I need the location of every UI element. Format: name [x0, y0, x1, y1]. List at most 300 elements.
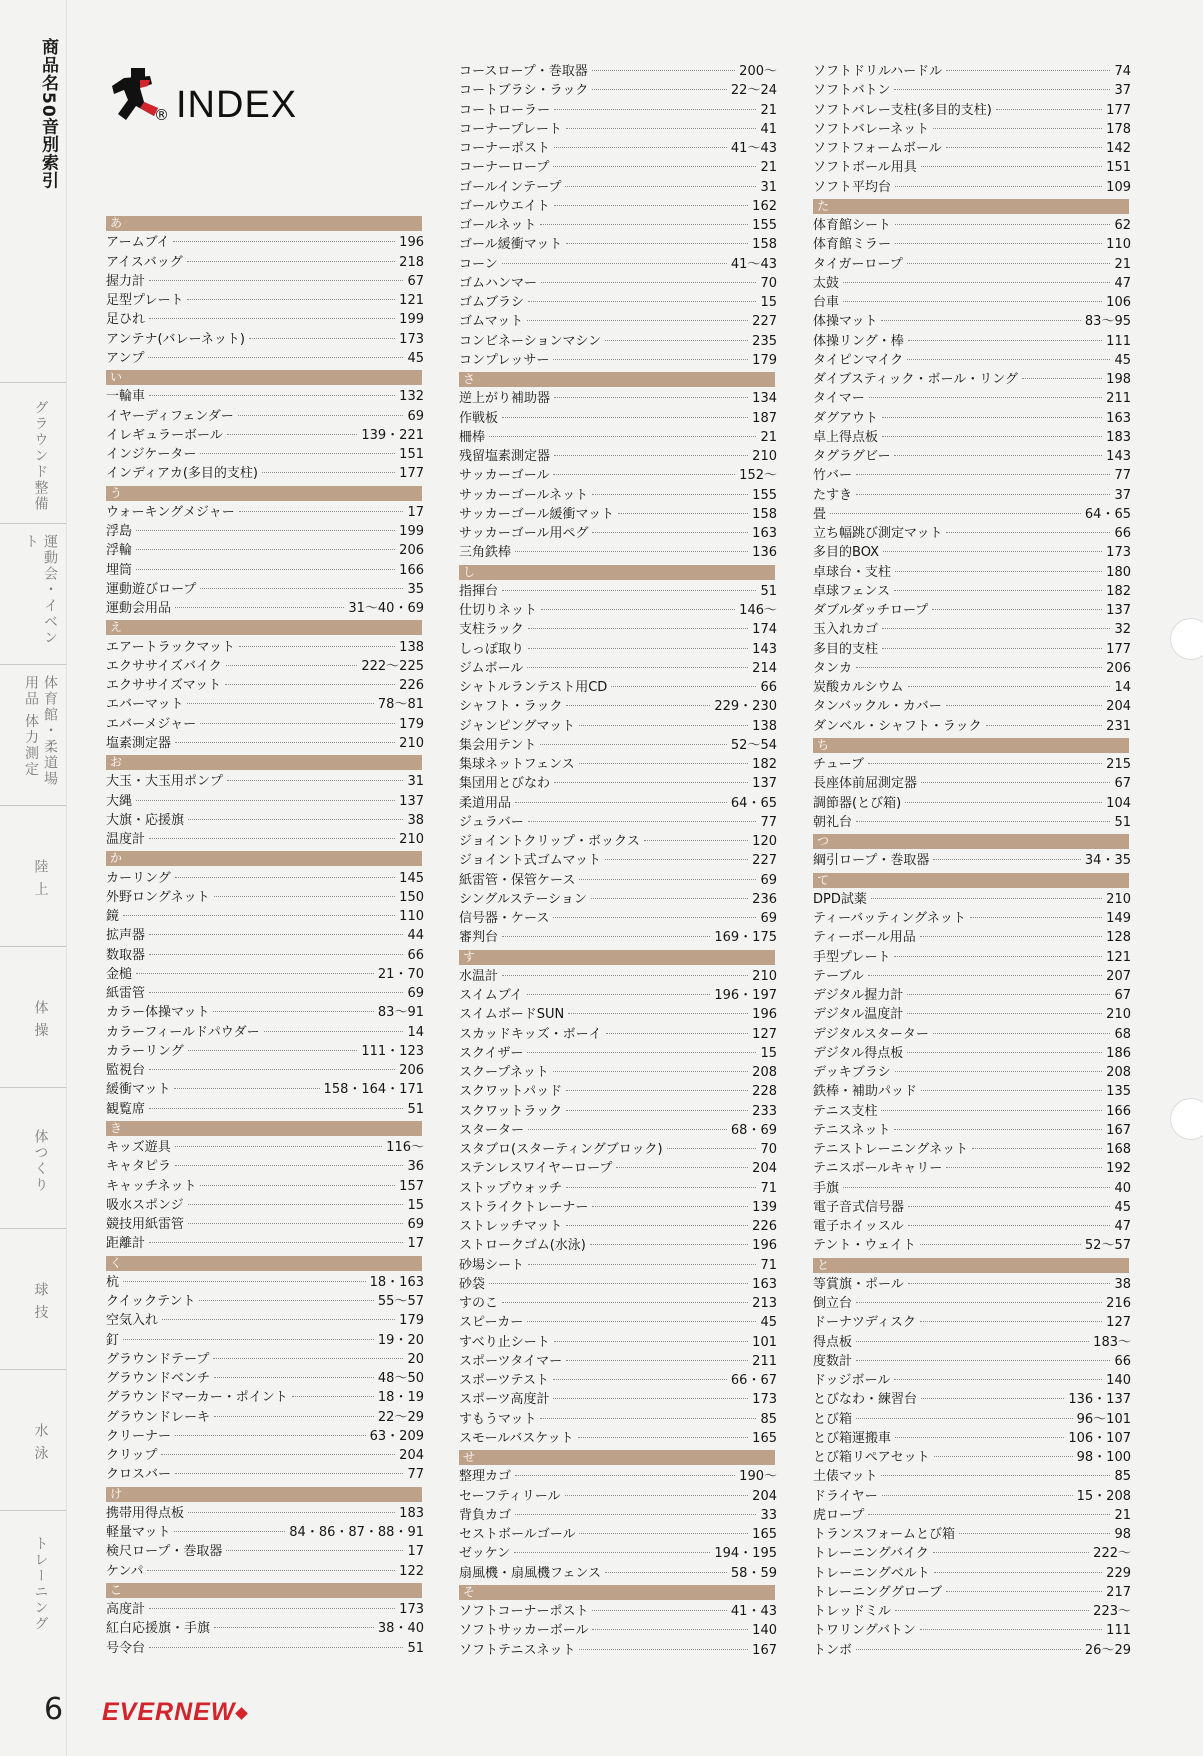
index-entry: [106, 1273, 424, 1292]
entry-page: 169・175: [714, 930, 777, 945]
index-entry: [813, 543, 1131, 562]
entry-name: テーブル: [813, 969, 864, 984]
entry-name: デジタルスターター: [813, 1027, 929, 1042]
dot-leader: [920, 1244, 1081, 1245]
dot-leader: [920, 1629, 1102, 1630]
index-entry: [813, 909, 1131, 928]
dot-leader: [843, 282, 1110, 283]
category-tab[interactable]: [0, 1369, 66, 1511]
dot-leader: [200, 1185, 395, 1186]
entry-page: 52～57: [1084, 1238, 1131, 1253]
entry-page: 127: [1106, 1315, 1131, 1330]
entry-page: 229・230: [714, 699, 777, 714]
dot-leader: [175, 1473, 403, 1474]
entry-page: 163: [752, 526, 777, 541]
category-tab[interactable]: [0, 1510, 66, 1652]
entry-name: 集球ネットフェンス: [459, 757, 575, 772]
entry-name: 手型プレート: [813, 950, 891, 965]
entry-name: シャトルランテスト用CD: [459, 680, 608, 695]
entry-name: エアートラックマット: [106, 640, 235, 655]
dot-leader: [856, 1360, 1110, 1361]
index-entry: [106, 1292, 424, 1311]
entry-page: 121: [399, 293, 424, 308]
dot-leader: [946, 1591, 1102, 1592]
entry-page: 14: [407, 1025, 424, 1040]
index-entry: [459, 659, 777, 678]
index-entry: [106, 1639, 424, 1658]
entry-page: 166: [399, 563, 424, 578]
index-entry: [813, 1198, 1131, 1217]
dot-leader: [554, 455, 748, 456]
entry-name: キャッチネット: [106, 1179, 197, 1194]
category-tab[interactable]: [0, 523, 66, 665]
index-entry: [813, 62, 1131, 81]
index-entry: [813, 697, 1131, 716]
entry-name: 背負カゴ: [459, 1508, 512, 1523]
entry-name: 体操マット: [813, 314, 878, 329]
kana-section-header: き: [106, 1121, 422, 1136]
dot-leader: [894, 590, 1102, 591]
entry-page: 179: [752, 353, 777, 368]
dot-leader: [226, 1550, 403, 1551]
dot-leader: [136, 549, 395, 550]
entry-name: エバーメジャー: [106, 717, 197, 732]
dot-leader: [908, 1225, 1111, 1226]
entry-page: 150: [399, 890, 424, 905]
index-entry: [106, 310, 424, 329]
entry-name: エクササイズマット: [106, 678, 222, 693]
dot-leader: [528, 648, 748, 649]
entry-page: 135: [1106, 1084, 1131, 1099]
entry-page: 210: [1106, 1007, 1131, 1022]
entry-page: 66: [760, 680, 777, 695]
entry-name: 競技用紙雷管: [106, 1217, 185, 1232]
entry-name: 審判台: [459, 930, 499, 945]
category-tab[interactable]: [0, 805, 66, 947]
entry-name: コンプレッサー: [459, 353, 550, 368]
entry-page: 67: [1114, 776, 1131, 791]
dot-leader: [553, 474, 735, 475]
entry-page: 199: [399, 524, 424, 539]
dot-leader: [856, 474, 1110, 475]
entry-page: 45: [407, 351, 424, 366]
dot-leader: [553, 1379, 727, 1380]
dot-leader: [894, 455, 1102, 456]
entry-page: 177: [1106, 103, 1131, 118]
entry-name: グラウンドレーキ: [106, 1410, 211, 1425]
entry-name: イレギュラーボール: [106, 428, 223, 443]
entry-page: 33: [760, 1508, 777, 1523]
dot-leader: [528, 301, 756, 302]
entry-page: 109: [1106, 180, 1131, 195]
dot-leader: [213, 1011, 373, 1012]
dot-leader: [199, 1300, 373, 1301]
index-entry: [459, 1005, 777, 1024]
entry-name: デッキブラシ: [813, 1065, 891, 1080]
entry-name: 三角鉄棒: [459, 545, 512, 560]
entry-name: すもうマット: [459, 1412, 537, 1427]
category-tab[interactable]: [0, 382, 66, 524]
index-entry: [459, 62, 777, 81]
entry-page: 165: [752, 1527, 777, 1542]
index-entry: [106, 1331, 424, 1350]
index-entry: [813, 563, 1131, 582]
dot-leader: [149, 954, 403, 955]
index-entry: [813, 428, 1131, 447]
dot-leader: [200, 723, 395, 724]
index-entry: [813, 1487, 1131, 1506]
entry-page: 217: [1106, 1585, 1131, 1600]
index-entry: [459, 255, 777, 274]
index-entry: [106, 349, 424, 368]
entry-page: 69: [407, 986, 424, 1001]
entry-page: 206: [1106, 661, 1131, 676]
entry-page: 22～24: [730, 83, 777, 98]
entry-name: ゴール緩衝マット: [459, 237, 563, 252]
entry-name: 塩素測定器: [106, 736, 172, 751]
dot-leader: [565, 186, 756, 187]
index-entry: [813, 601, 1131, 620]
entry-name: 検尺ロープ・巻取器: [106, 1544, 223, 1559]
index-entry: [459, 1179, 777, 1198]
dot-leader: [292, 1396, 374, 1397]
index-entry: [459, 1275, 777, 1294]
dot-leader: [830, 513, 1081, 514]
index-entry: [106, 1196, 424, 1215]
dot-leader: [932, 609, 1102, 610]
dot-leader: [946, 147, 1102, 148]
index-entry: [106, 984, 424, 1003]
index-entry: [459, 1352, 777, 1371]
index-entry: [813, 524, 1131, 543]
entry-page: 137: [399, 794, 424, 809]
category-tab[interactable]: [0, 1228, 66, 1370]
entry-name: コーン: [459, 257, 498, 272]
dot-leader: [920, 1321, 1102, 1322]
dot-leader: [554, 147, 727, 148]
entry-page: 183: [1106, 430, 1131, 445]
dot-leader: [249, 338, 395, 339]
entry-name: 拡声器: [106, 928, 146, 943]
dot-leader: [528, 1129, 727, 1130]
entry-page: 106: [1106, 295, 1131, 310]
entry-page: 137: [1106, 603, 1131, 618]
entry-page: 21: [760, 160, 777, 175]
entry-name: セストボールゴール: [459, 1527, 576, 1542]
entry-page: 134: [752, 391, 777, 406]
entry-name: 運動遊びロープ: [106, 582, 197, 597]
index-entry: [459, 620, 777, 639]
entry-name: 大玉・大玉用ポンプ: [106, 774, 224, 789]
entry-page: 200～: [739, 64, 777, 79]
dot-leader: [149, 318, 395, 319]
entry-name: サッカーゴール緩衝マット: [459, 507, 614, 522]
entry-name: 柔道用品: [459, 796, 512, 811]
kana-section-header: さ: [459, 372, 775, 387]
dot-leader: [136, 530, 395, 531]
dot-leader: [895, 1071, 1102, 1072]
entry-page: 151: [399, 447, 424, 462]
kana-section-header: う: [106, 486, 422, 501]
index-entry: [459, 928, 777, 947]
dot-leader: [149, 280, 403, 281]
dot-leader: [605, 859, 748, 860]
entry-name: ダグアウト: [813, 411, 879, 426]
entry-name: スクワットラック: [459, 1104, 563, 1119]
entry-page: 158: [752, 237, 777, 252]
entry-name: 集団用とびなわ: [459, 776, 551, 791]
category-tab-label: 体つくり: [32, 1128, 49, 1193]
entry-name: 太鼓: [813, 276, 840, 291]
dot-leader: [882, 1495, 1073, 1496]
dot-leader: [856, 821, 1110, 822]
index-entry: [813, 620, 1131, 639]
index-entry: [106, 926, 424, 945]
entry-name: エクササイズバイク: [106, 659, 222, 674]
index-entry: [106, 1619, 424, 1638]
entry-page: 128: [1106, 930, 1131, 945]
index-entry: [813, 409, 1131, 428]
entry-page: 71: [760, 1181, 777, 1196]
index-entry: [813, 1044, 1131, 1063]
entry-page: 111: [1106, 1623, 1131, 1638]
index-entry: [459, 1140, 777, 1159]
entry-page: 143: [752, 642, 777, 657]
index-entry: [106, 657, 424, 676]
index-title: INDEX: [176, 84, 298, 126]
entry-page: 218: [399, 255, 424, 270]
entry-name: ストロークゴム(水泳): [459, 1238, 586, 1253]
kana-section-header: せ: [459, 1450, 775, 1465]
index-entry: [459, 1198, 777, 1217]
dot-leader: [187, 261, 395, 262]
entry-page: 37: [1114, 83, 1131, 98]
index-entry: [813, 1583, 1131, 1602]
dot-leader: [907, 994, 1110, 995]
dot-leader: [502, 263, 727, 264]
index-entry: [459, 967, 777, 986]
entry-name: タイマー: [813, 391, 865, 406]
entry-name: ソフトテニスネット: [459, 1643, 576, 1658]
entry-page: 38: [1114, 1277, 1131, 1292]
entry-page: 17: [407, 1236, 424, 1251]
entry-page: 41: [760, 122, 777, 137]
entry-name: 多目的BOX: [813, 545, 879, 560]
index-entry: [813, 1352, 1131, 1371]
index-entry: [459, 1333, 777, 1352]
entry-name: 畳: [813, 507, 827, 522]
entry-name: アンプ: [106, 351, 145, 366]
entry-name: 長座体前屈測定器: [813, 776, 918, 791]
dot-leader: [566, 1110, 748, 1111]
entry-name: スポーツ高度計: [459, 1392, 550, 1407]
entry-page: 98・100: [1076, 1450, 1131, 1465]
index-entry: [813, 351, 1131, 370]
dot-leader: [895, 1610, 1089, 1611]
index-entry: [459, 1371, 777, 1390]
entry-name: 水温計: [459, 969, 499, 984]
entry-name: クリーナー: [106, 1429, 172, 1444]
entry-name: 釘: [106, 1333, 120, 1348]
category-tab[interactable]: [0, 1087, 66, 1229]
entry-page: 106・107: [1068, 1431, 1131, 1446]
entry-page: 84・86・87・88・91: [289, 1525, 424, 1540]
index-entry: [459, 178, 777, 197]
category-tab[interactable]: [0, 664, 66, 806]
category-tab-label: グラウンド整備: [32, 399, 49, 512]
dot-leader: [934, 1456, 1073, 1457]
entry-name: アームブイ: [106, 235, 170, 250]
entry-name: 鉄棒・補助パッド: [813, 1084, 918, 1099]
index-entry: [813, 1602, 1131, 1621]
entry-name: セーフティリール: [459, 1489, 561, 1504]
dot-leader: [592, 89, 727, 90]
entry-page: 121: [1106, 950, 1131, 965]
dot-leader: [502, 590, 756, 591]
entry-name: 運動会用品: [106, 601, 172, 616]
dot-leader: [565, 1495, 749, 1496]
index-entry: [813, 1275, 1131, 1294]
entry-page: 77: [407, 1467, 424, 1482]
entry-page: 69: [407, 1217, 424, 1232]
index-entry: [106, 580, 424, 599]
entry-page: 69: [760, 873, 777, 888]
index-entry: [459, 101, 777, 120]
entry-page: 45: [1114, 1200, 1131, 1215]
index-entry: [813, 81, 1131, 100]
kana-section-header: て: [813, 873, 1129, 888]
dot-leader: [933, 859, 1081, 860]
index-entry: [459, 139, 777, 158]
index-entry: [459, 197, 777, 216]
entry-page: 15・208: [1076, 1489, 1131, 1504]
dot-leader: [238, 415, 404, 416]
entry-name: カラー体操マット: [106, 1005, 210, 1020]
dot-leader: [540, 224, 748, 225]
index-entry: [106, 1177, 424, 1196]
index-entry: [106, 734, 424, 753]
dot-leader: [856, 1649, 1081, 1650]
index-entry: [813, 1294, 1131, 1313]
entry-page: 152～: [739, 468, 777, 483]
index-entry: [106, 1003, 424, 1022]
dot-leader: [946, 70, 1110, 71]
entry-name: ソフトフォームボール: [813, 141, 942, 156]
category-tab-label: 運動会・イベント: [23, 534, 58, 646]
entry-page: 26～29: [1084, 1643, 1131, 1658]
entry-page: 173: [752, 1392, 777, 1407]
entry-page: 41・43: [730, 1604, 777, 1619]
index-entry: [813, 1159, 1131, 1178]
entry-name: ソフトドリルハードル: [813, 64, 943, 79]
dot-leader: [605, 340, 748, 341]
entry-name: クリップ: [106, 1448, 158, 1463]
entry-name: ジムボール: [459, 661, 524, 676]
entry-page: 67: [1114, 988, 1131, 1003]
index-entry: [106, 599, 424, 618]
dot-leader: [894, 1129, 1102, 1130]
entry-name: ゴムマット: [459, 314, 524, 329]
entry-name: 扇風機・扇風機フェンス: [459, 1566, 601, 1581]
index-entry: [813, 1544, 1131, 1563]
dot-leader: [856, 667, 1102, 668]
dot-leader: [882, 436, 1102, 437]
entry-page: 66・67: [730, 1373, 777, 1388]
index-entry: [459, 678, 777, 697]
category-tab-label: 体 操: [32, 1000, 49, 1039]
dot-leader: [579, 725, 748, 726]
index-entry: [813, 1313, 1131, 1332]
entry-page: 38・40: [377, 1621, 424, 1636]
dot-leader: [239, 646, 395, 647]
index-entry: [813, 1429, 1131, 1448]
entry-page: 143: [1106, 449, 1131, 464]
entry-page: 41～43: [730, 257, 777, 272]
entry-page: 222～: [1093, 1546, 1131, 1561]
entry-name: 鏡: [106, 909, 120, 924]
entry-name: ダイブスティック・ボール・リング: [813, 372, 1019, 387]
entry-page: 15: [407, 1198, 424, 1213]
entry-name: デジタル握力計: [813, 988, 904, 1003]
entry-name: たすき: [813, 488, 853, 503]
entry-name: カラーリング: [106, 1044, 184, 1059]
entry-name: ティーバッティングネット: [813, 911, 966, 926]
index-entry: [813, 1140, 1131, 1159]
kana-section-header: つ: [813, 834, 1129, 849]
entry-name: 緩衝マット: [106, 1082, 171, 1097]
entry-name: 虎ロープ: [813, 1508, 865, 1523]
entry-page: 187: [752, 411, 777, 426]
entry-page: 142: [1106, 141, 1131, 156]
index-entry: [813, 274, 1131, 293]
entry-page: 210: [752, 449, 777, 464]
entry-name: とび箱運搬車: [813, 1431, 892, 1446]
dot-leader: [921, 782, 1110, 783]
registered-mark: ®: [154, 106, 169, 124]
entry-page: 140: [752, 1623, 777, 1638]
index-entry: [813, 1467, 1131, 1486]
index-entry: [813, 389, 1131, 408]
category-tab[interactable]: [0, 946, 66, 1088]
index-entry: [106, 1311, 424, 1330]
entry-page: 120: [752, 834, 777, 849]
entry-page: 68・69: [730, 1123, 777, 1138]
dot-leader: [883, 551, 1102, 552]
category-tab-label: 体育館・柔道場用品 体力測定: [23, 675, 58, 787]
entry-name: 一輪車: [106, 389, 146, 404]
dot-leader: [579, 879, 756, 880]
dot-leader: [148, 357, 403, 358]
index-entry: [106, 426, 424, 445]
dot-leader: [856, 1302, 1102, 1303]
entry-name: 多目的支柱: [813, 642, 879, 657]
dot-leader: [527, 320, 748, 321]
dot-leader: [175, 1146, 382, 1147]
dot-leader: [907, 359, 1110, 360]
entry-name: ストップウォッチ: [459, 1181, 563, 1196]
dot-leader: [149, 1242, 403, 1243]
dot-leader: [188, 1204, 404, 1205]
entry-page: 68: [1114, 1027, 1131, 1042]
entry-name: スモールバスケット: [459, 1431, 574, 1446]
dot-leader: [149, 934, 403, 935]
entry-page: 155: [752, 488, 777, 503]
dot-leader: [921, 166, 1102, 167]
index-entry: [459, 601, 777, 620]
entry-name: デジタル温度計: [813, 1007, 904, 1022]
entry-name: ドッジボール: [813, 1373, 891, 1388]
entry-name: グラウンドマーカー・ポイント: [106, 1390, 288, 1405]
